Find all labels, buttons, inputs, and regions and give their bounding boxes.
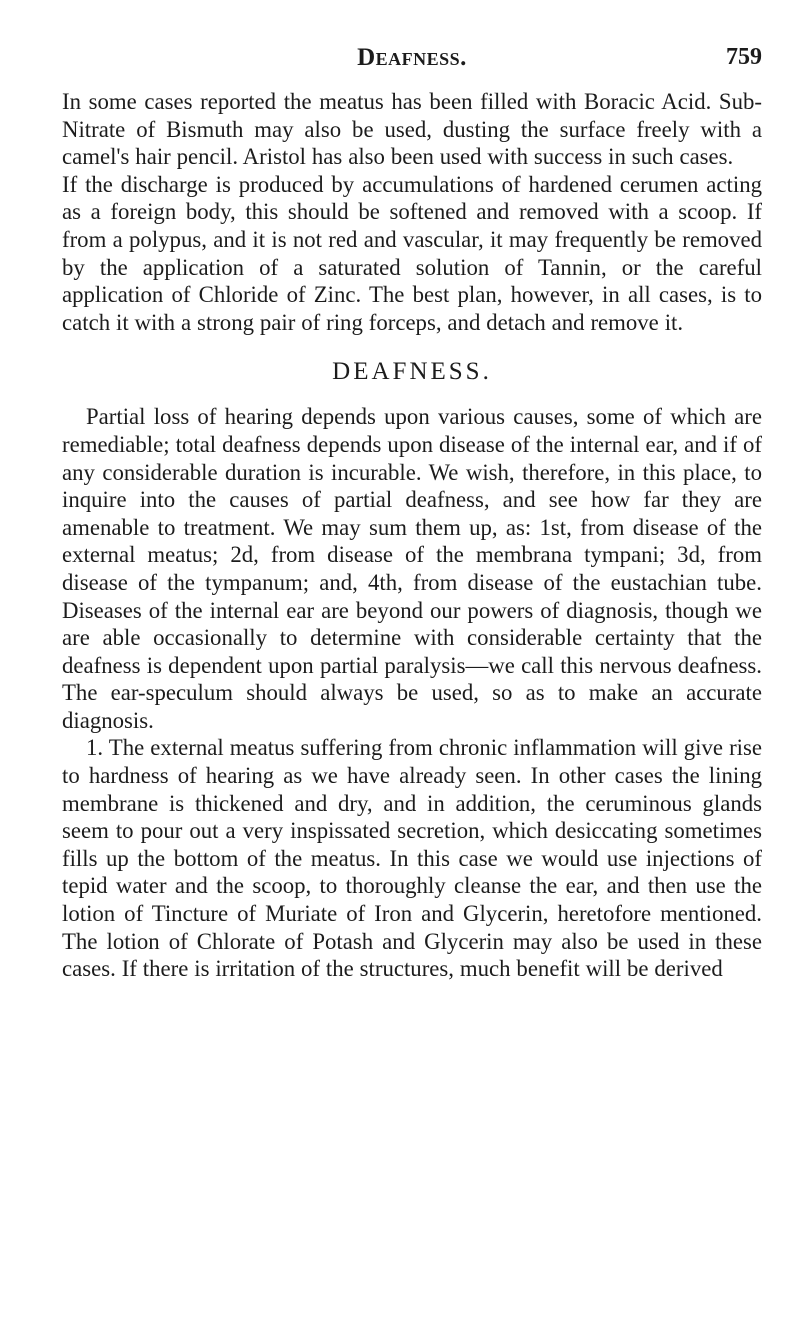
paragraph-boracic-acid: In some cases reported the meatus has been filled with Boracic Acid. Sub-Nitrate of Bismuth may also be used, dusting the surface freely with a camel's hair pencil. Aristol has also been used with success in such cases. bbox=[62, 89, 762, 170]
paragraph-partial-loss: Partial loss of hearing depends upon various causes, some of which are remediable; total deafness depends upon disease of the internal ear, and if of any considerable duration is incurable. We wish, therefore, in this place, to inquire into the causes of partial deafness, and see how far they are amenable to treatment. We may sum them up, as: 1st, from disease of the external meatus; 2d, from disease of the membrana tympani; 3d, from disease of the tympanum; and, 4th, from disease of the eustachian tube. Diseases of the internal ear are beyond our powers of diagnosis, though we are able occasionally to determine with considerable certainty that the deafness is dependent upon partial paralysis—we call this nervous deafness. The ear-speculum should always be used, so as to make an accurate diagnosis. bbox=[62, 404, 762, 733]
paragraph-cerumen-polypus: If the discharge is produced by accumulations of hardened cerumen acting as a foreign body, this should be softened and removed with a scoop. If from a polypus, and it is not red and vascular, it may frequently be removed by the application of a saturated solution of Tannin, or the careful application of Chloride of Zinc. The best plan, however, in all cases, is to catch it with a strong pair of ring forceps, and detach and remove it. bbox=[62, 171, 762, 335]
running-header bbox=[62, 44, 762, 84]
paragraph-external-meatus: 1. The external meatus suffering from chronic inflammation will give rise to hardness of hearing as we have already seen. In other cases the lining membrane is thickened and dry, and in addition, the ceruminous glands seem to pour out a very inspissated secretion, which desiccating sometimes fills up the bottom of the meatus. In this case we would use injections of tepid water and the scoop, to thoroughly cleanse the ear, and then use the lotion of Tincture of Muriate of Iron and Glycerin, heretofore mentioned. The lotion of Chlorate of Potash and Glycerin may also be used in these cases. If there is irritation of the structures, much benefit will be derived bbox=[62, 735, 762, 982]
section-heading: DEAFNESS. bbox=[332, 358, 492, 386]
body-text bbox=[62, 88, 762, 983]
running-title: Deafness. bbox=[357, 44, 467, 71]
page-number: 759 bbox=[726, 44, 762, 70]
